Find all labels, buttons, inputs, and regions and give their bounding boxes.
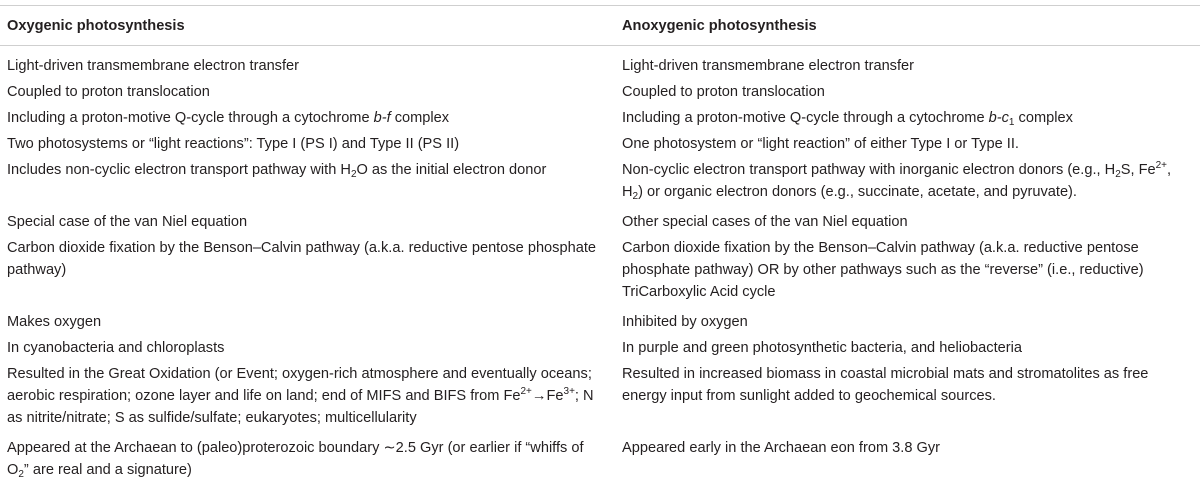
cell-text: Including a proton-motive Q-cycle through a cytochrome (7, 110, 374, 126)
cell-text: Light-driven transmembrane electron transfer (7, 58, 300, 74)
cytochrome-name: b-f (373, 110, 391, 126)
superscript: 3+ (563, 386, 575, 397)
subscript: 2 (1115, 169, 1121, 180)
table-header-row (0, 14, 1200, 38)
anoxygenic-cell (615, 107, 1200, 133)
anoxygenic-cell (615, 363, 1200, 437)
cell-text: Appeared at the Archaean to (paleo)proterozoic boundary ∼2.5 Gyr (or earlier if “whiffs of O (7, 440, 584, 478)
header-divider (0, 45, 1200, 46)
table-row (0, 55, 1200, 81)
table-row (0, 337, 1200, 363)
cell-text: In purple and green photosynthetic bacteria, and heliobacteria (622, 340, 1022, 356)
superscript: 2+ (1155, 160, 1168, 171)
cell-text: Two photosystems or “light reactions”: Type I (PS I) and Type II (PS II) (7, 136, 460, 152)
oxygenic-cell (0, 237, 615, 311)
cell-text: In cyanobacteria and chloroplasts (7, 340, 225, 356)
anoxygenic-cell (615, 55, 1200, 81)
cell-text: Light-driven transmembrane electron transfer (622, 58, 915, 74)
cell-text: complex (390, 110, 450, 126)
cell-text: Coupled to proton translocation (7, 84, 210, 100)
table-row (0, 159, 1200, 211)
oxygenic-cell (0, 133, 615, 159)
table-row (0, 81, 1200, 107)
cell-text: Coupled to proton translocation (622, 84, 825, 100)
anoxygenic-cell (615, 81, 1200, 107)
table-row (0, 211, 1200, 237)
oxygenic-cell (0, 363, 615, 437)
subscript: 2 (632, 191, 639, 202)
cytochrome-name: b-c (988, 110, 1009, 126)
subscript: 2 (350, 169, 357, 180)
cell-text: ” are real and a signature) (23, 462, 192, 478)
cell-text: Makes oxygen (7, 314, 102, 330)
cell-text: Resulted in increased biomass in coastal microbial mats and stromatolites as free energy input from sunlight added to geochemical sources. (622, 366, 1149, 404)
superscript: 2+ (520, 386, 532, 397)
cell-text: Including a proton-motive Q-cycle through a cytochrome (622, 110, 989, 126)
oxygenic-cell (0, 81, 615, 107)
cell-text: One photosystem or “light reaction” of either Type I or Type II. (622, 136, 1019, 152)
cell-text: O as the initial electron donor (356, 162, 547, 178)
table-row (0, 363, 1200, 437)
table-row (0, 311, 1200, 337)
oxygenic-cell (0, 159, 615, 211)
cell-text: →Fe (531, 388, 564, 404)
oxygenic-cell (0, 337, 615, 363)
cell-text: , H (622, 162, 1172, 200)
cell-text: Other special cases of the van Niel equation (622, 214, 908, 230)
oxygenic-cell (0, 437, 615, 487)
cell-text: Carbon dioxide fixation by the Benson–Calvin pathway (a.k.a. reductive pentose phosphate pathway) (7, 240, 596, 278)
cell-text: ) or organic electron donors (e.g., succinate, acetate, and pyruvate). (638, 184, 1077, 200)
table-top-rule (0, 5, 1200, 6)
cell-text: Carbon dioxide fixation by the Benson–Calvin pathway (a.k.a. reductive pentose phosphate pathway) OR by other pathways such as the “reverse” (i.e., reductive) TriCarboxylic Acid cycle (622, 240, 1144, 300)
subscript: 1 (1008, 117, 1015, 128)
cell-text: Appeared early in the Archaean eon from 3.8 Gyr (622, 440, 941, 456)
cell-text: ; N as nitrite/nitrate; S as sulfide/sulfate; eukaryotes; multicellularity (7, 388, 594, 426)
subscript: 2 (18, 469, 24, 480)
header-anoxygenic: Anoxygenic photosynthesis (622, 18, 817, 34)
oxygenic-cell (0, 311, 615, 337)
table-row (0, 237, 1200, 311)
table-row (0, 133, 1200, 159)
oxygenic-cell (0, 211, 615, 237)
cell-text: Resulted in the Great Oxidation (or Event; oxygen-rich atmosphere and eventually oceans; aerobic respiration; ozone layer and life on land; end of MIFS and BIFS from Fe (7, 366, 592, 404)
anoxygenic-cell (615, 237, 1200, 311)
cell-text: Non-cyclic electron transport pathway with inorganic electron donors (e.g., H (622, 162, 1116, 178)
anoxygenic-cell (615, 211, 1200, 237)
oxygenic-cell (0, 107, 615, 133)
cell-text: Includes non-cyclic electron transport pathway with H (7, 162, 351, 178)
cell-text: complex (1014, 110, 1073, 126)
anoxygenic-cell (615, 437, 1200, 487)
cell-text: S, Fe (1120, 162, 1156, 178)
table-row (0, 107, 1200, 133)
header-oxygenic: Oxygenic photosynthesis (7, 18, 185, 34)
anoxygenic-cell (615, 311, 1200, 337)
table-body (0, 55, 1200, 487)
table-row (0, 437, 1200, 487)
anoxygenic-cell (615, 133, 1200, 159)
cell-text: Special case of the van Niel equation (7, 214, 248, 230)
anoxygenic-cell (615, 337, 1200, 363)
oxygenic-cell (0, 55, 615, 81)
cell-text: Inhibited by oxygen (622, 314, 748, 330)
anoxygenic-cell (615, 159, 1200, 211)
